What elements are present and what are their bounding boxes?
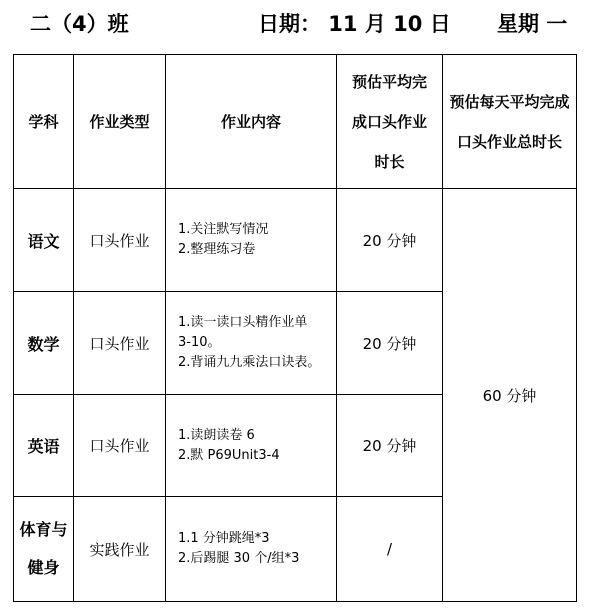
- content-line: 3-10。: [178, 335, 221, 350]
- page-header: [0, 8, 589, 40]
- homework-table: [13, 54, 577, 602]
- subject-line: 英语: [27, 437, 60, 456]
- content-line: 1.1 分钟跳绳*3: [178, 531, 270, 546]
- col-header-total: [443, 55, 577, 189]
- type-cell: 实践作业: [74, 497, 166, 602]
- col-header-type: 作业类型: [74, 55, 166, 189]
- col-header-total-line: 预估每天平均完成: [449, 92, 570, 111]
- time-cell: 20 分钟: [337, 189, 443, 292]
- subject-cell: [14, 395, 74, 497]
- subject-line: 健身: [27, 558, 60, 577]
- subject-cell: [14, 292, 74, 395]
- time-cell: 20 分钟: [337, 292, 443, 395]
- col-header-time-line: 时长: [374, 152, 405, 171]
- class-label: 二（4）班: [30, 12, 129, 36]
- table-row: [14, 189, 577, 292]
- content-cell: [166, 292, 337, 395]
- content-line: 1.读一读口头精作业单: [178, 315, 308, 330]
- total-time-cell: 60 分钟: [443, 189, 577, 602]
- content-line: 2.背诵九九乘法口诀表。: [178, 355, 321, 370]
- subject-line: 数学: [27, 334, 60, 354]
- content-line: 2.后踢腿 30 个/组*3: [178, 551, 300, 566]
- content-line: 2.默 P69Unit3-4: [178, 447, 280, 463]
- type-cell: 口头作业: [74, 189, 166, 292]
- col-header-time-line: 预估平均完: [351, 72, 427, 91]
- time-cell: 20 分钟: [337, 395, 443, 497]
- content-line: 1.关注默写情况: [178, 222, 269, 237]
- subject-line: 体育与: [19, 520, 68, 539]
- date-label: 日期： 11 月 10 日: [258, 12, 451, 36]
- subject-line: 语文: [27, 231, 60, 251]
- col-header-subject: 学科: [14, 55, 74, 189]
- table-header-row: [14, 55, 577, 189]
- col-header-content: 作业内容: [166, 55, 337, 189]
- weekday-label: 星期 一: [497, 12, 568, 36]
- subject-cell: [14, 189, 74, 292]
- content-line: 1.读朗读卷 6: [178, 427, 255, 443]
- content-cell: [166, 497, 337, 602]
- col-header-total-line: 口头作业总时长: [456, 132, 562, 151]
- subject-cell: [14, 497, 74, 602]
- content-cell: [166, 395, 337, 497]
- time-cell: /: [337, 497, 443, 602]
- col-header-time-line: 成口头作业: [351, 112, 427, 131]
- content-cell: [166, 189, 337, 292]
- type-cell: 口头作业: [74, 292, 166, 395]
- col-header-time: [337, 55, 443, 189]
- content-line: 2.整理练习卷: [178, 242, 256, 257]
- type-cell: 口头作业: [74, 395, 166, 497]
